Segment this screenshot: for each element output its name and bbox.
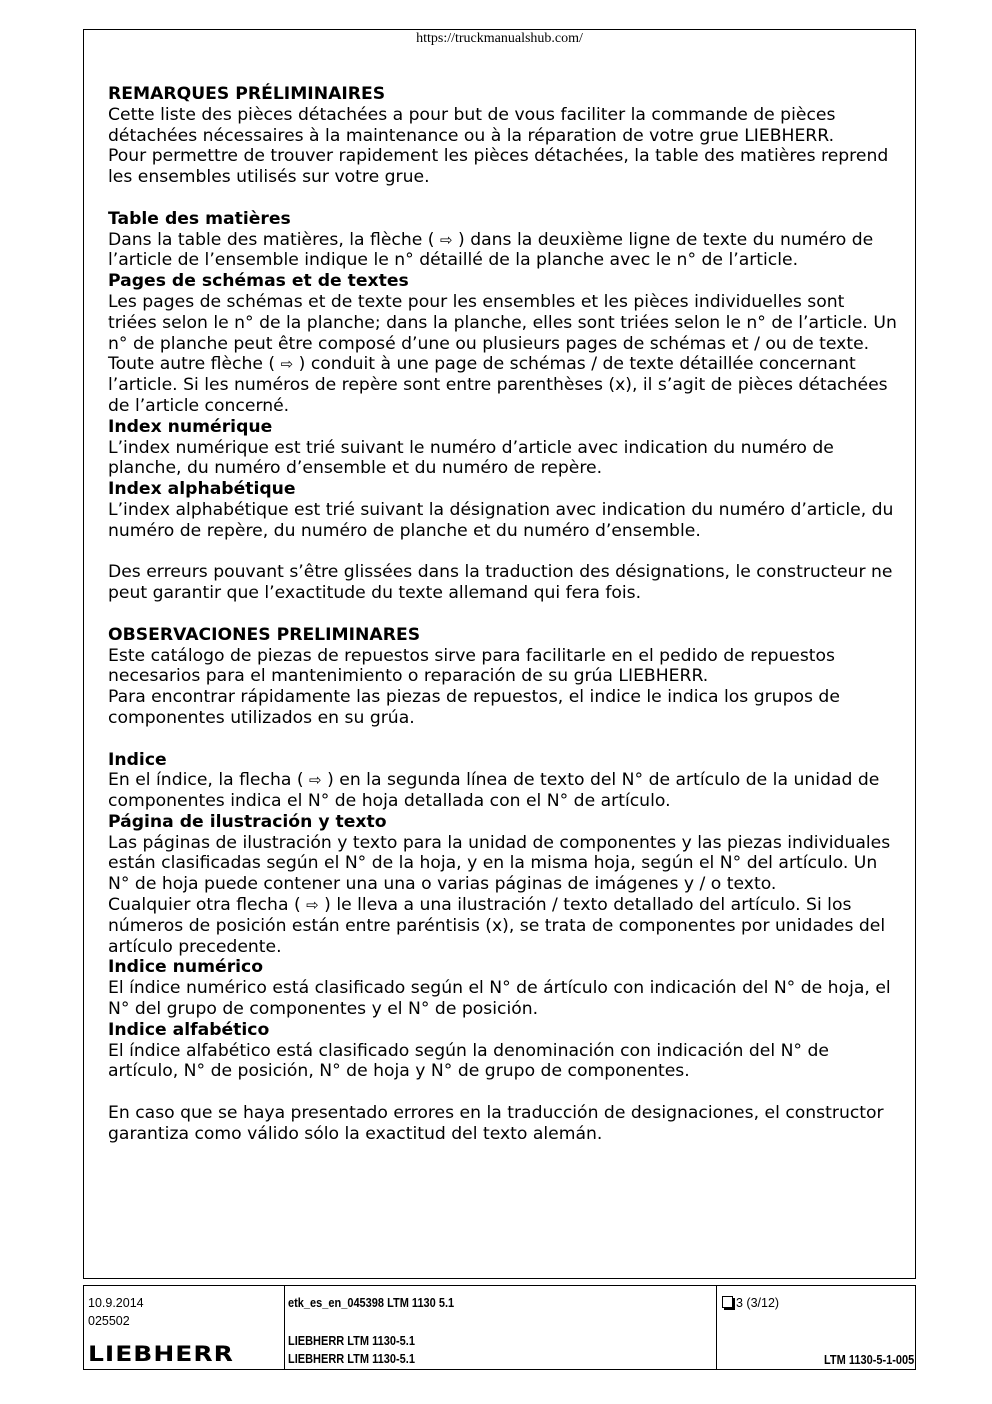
source-url: https://truckmanualshub.com/ [416, 31, 583, 46]
arrow-icon: ⇨ [306, 896, 319, 915]
arrow-icon: ⇨ [309, 771, 322, 790]
es-title: OBSERVACIONES PRELIMINARES [108, 624, 421, 645]
es-numeric-heading: Indice numérico [108, 957, 264, 978]
footer-page-number: 3 (3/12) [736, 1296, 780, 1310]
fr-alpha-text: L’index alphabétique est trié suivant la désignation avec indication du numéro d’article, du numéro de repère, du numéro de planche et du numéro d’ensemble. [108, 499, 894, 541]
footer-date: 10.9.2014 [88, 1296, 144, 1310]
footer-doc-id: etk_es_en_045398 LTM 1130 5.1 [288, 1296, 455, 1310]
arrow-icon: ⇨ [280, 355, 294, 374]
fr-disclaimer: Des erreurs pouvant s’être glissées dans la traduction des désignations, le constructeur ne peut garantir que l’exactitude du texte allemand qui fera fois. [108, 562, 893, 604]
footer-model-2: LIEBHERR LTM 1130-5.1 [288, 1352, 415, 1366]
page-icon [722, 1296, 733, 1308]
es-intro-2: Para encontrar rápidamente las piezas de repuestos, el indice le indica los grupos de componentes utilizados en su grúa. [108, 687, 840, 728]
es-alpha-text: El índice alfabético está clasificado según la denominación con indicación del N° de artículo, N° de posición, N° de hoja y N° de grupo de componentes. [108, 1040, 829, 1082]
footer-middle [284, 1286, 717, 1369]
fr-title: REMARQUES PRÉLIMINAIRES [108, 84, 386, 104]
footer-left [84, 1286, 285, 1369]
footer-reference: LTM 1130-5-1-005 [824, 1353, 915, 1367]
document-body [108, 84, 898, 1145]
es-numeric-text: El índice numérico está clasificado según el N° de ártículo con indicación del N° de hoja, el N° del grupo de componentes y el N° de posición. [108, 978, 891, 1020]
footer-code: 025502 [88, 1314, 130, 1328]
footer-model-1: LIEBHERR LTM 1130-5.1 [288, 1334, 415, 1348]
fr-toc-heading: Table des matières [108, 208, 291, 229]
liebherr-logo: LIEBHERR [88, 1341, 234, 1367]
page-footer [83, 1285, 916, 1370]
arrow-icon: ⇨ [439, 230, 453, 249]
fr-toc-text: Dans la table des matières, la flèche ( ⇨ ) dans la deuxième ligne de texte du numéro de l’article de l’ensemble indique le n° détaillé de la planche avec le n° de l’article. [108, 229, 874, 271]
fr-arrow-text: Toute autre flèche ( ⇨ ) conduit à une page de schémas / de texte détaillée concernant l’article. Si les numéros de repère sont entre parenthèses (x), il s’agit de pièces détachées de l’article concerné. [108, 354, 888, 416]
page-frame [83, 29, 916, 1279]
fr-numeric-heading: Index numérique [108, 416, 273, 437]
es-arrow-text: Cualquier otra flecha ( ⇨ ) le lleva a una ilustración / texto detallado del artículo. Si los números de posición están entre paréntisis (x), se trata de componentes por unidades del artículo precedente. [108, 895, 886, 957]
footer-right [716, 1286, 915, 1369]
es-pages-text: Las páginas de ilustración y texto para la unidad de componentes y las piezas individuales están clasificadas según el N° de la hoja, y en la misma hoja, según el N° del artículo. Un N° de hoja puede contener una una o varias páginas de imágenes y / o texto. [108, 832, 891, 895]
es-pages-heading: Página de ilustración y texto [108, 811, 387, 832]
fr-pages-text: Les pages de schémas et de texte pour les ensembles et les pièces individuelles sont triées selon le n° de la planche; dans la planche, elles sont triées selon le n° de l’article. Un n° de planche peut être composé d’une ou plusieurs pages de schémas et / ou de texte. [108, 291, 897, 354]
fr-alpha-heading: Index alphabétique [108, 479, 296, 500]
fr-intro-1: Cette liste des pièces détachées a pour but de vous faciliter la commande de pièces détachées nécessaires à la maintenance ou à la réparation de votre grue LIEBHERR. [108, 104, 836, 146]
es-alpha-heading: Indice alfabético [108, 1019, 270, 1040]
es-intro-1: Este catálogo de piezas de repuestos sirve para facilitarle en el pedido de repuestos necesarios para el mantenimiento o reparación de su grúa LIEBHERR. [108, 645, 835, 687]
fr-intro-2: Pour permettre de trouver rapidement les pièces détachées, la table des matières reprend les ensembles utilisés sur votre grue. [108, 146, 889, 188]
es-disclaimer: En caso que se haya presentado errores en la traducción de designaciones, el constructor garantiza como válido sólo la exactitud del texto alemán. [108, 1103, 884, 1144]
es-toc-text: En el índice, la flecha ( ⇨ ) en la segunda línea de texto del N° de artículo de la unidad de componentes indica el N° de hoja detallada con el N° de artículo. [108, 770, 880, 812]
fr-pages-heading: Pages de schémas et de textes [108, 271, 409, 292]
fr-numeric-text: L’index numérique est trié suivant le numéro d’article avec indication du numéro de planche, du numéro d’ensemble et du numéro de repère. [108, 437, 834, 479]
es-toc-heading: Indice [108, 749, 167, 770]
